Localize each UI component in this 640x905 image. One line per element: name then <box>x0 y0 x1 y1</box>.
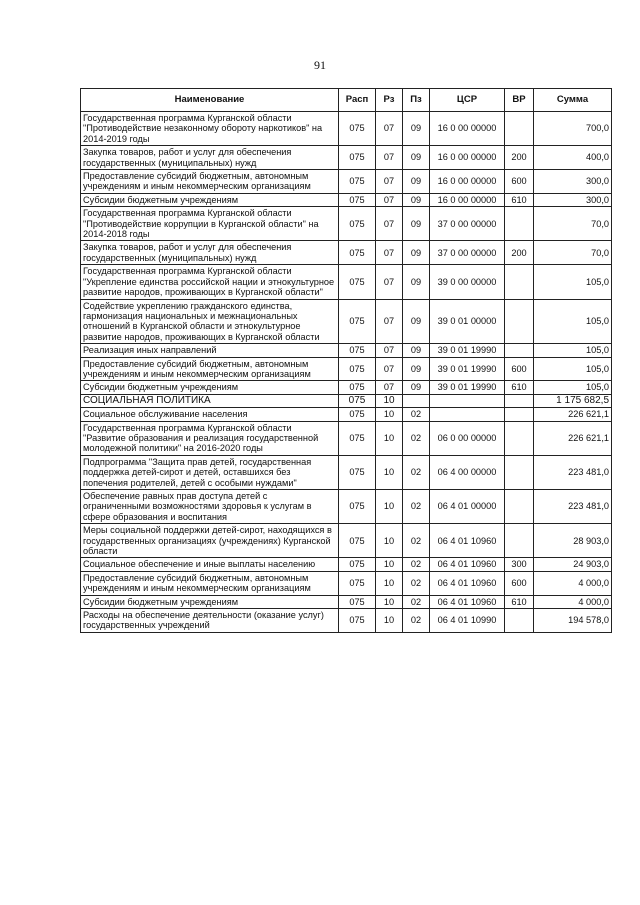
table-row <box>81 455 612 489</box>
row-csr-cell: 06 4 01 00000 <box>430 490 505 524</box>
row-pz-cell: 09 <box>403 146 430 170</box>
row-vr-cell: 200 <box>505 146 534 170</box>
row-vr-cell <box>505 207 534 241</box>
row-csr-cell: 16 0 00 00000 <box>430 170 505 194</box>
row-name-cell: Меры социальной поддержки детей-сирот, находящихся в государственных организациях (учреждениях) Курганской области <box>81 524 339 558</box>
table-row <box>81 193 612 206</box>
row-pz-cell: 02 <box>403 558 430 571</box>
row-name-cell: Субсидии бюджетным учреждениям <box>81 381 339 394</box>
row-sum-cell: 28 903,0 <box>534 524 612 558</box>
row-vr-cell: 600 <box>505 170 534 194</box>
row-sum-cell: 223 481,0 <box>534 455 612 489</box>
row-rasp-cell: 075 <box>339 408 376 421</box>
row-rz-cell: 07 <box>376 381 403 394</box>
header-rasp: Расп <box>339 89 376 112</box>
row-rasp-cell: 075 <box>339 394 376 407</box>
row-vr-cell: 200 <box>505 241 534 265</box>
row-rasp-cell: 075 <box>339 609 376 633</box>
row-sum-cell: 300,0 <box>534 170 612 194</box>
row-csr-cell <box>430 408 505 421</box>
row-name-cell: Предоставление субсидий бюджетным, автономным учреждениям и иным некоммерческим организациям <box>81 170 339 194</box>
table-row <box>81 571 612 595</box>
row-csr-cell: 06 4 00 00000 <box>430 455 505 489</box>
table-row <box>81 609 612 633</box>
row-name-cell: Субсидии бюджетным учреждениям <box>81 595 339 608</box>
table-row <box>81 344 612 357</box>
row-name-cell: Содействие укреплению гражданского единства, гармонизация национальных и межнациональных отношений в Курганской области и этнокультурное развитие народов, проживающих в Курганской области <box>81 299 339 344</box>
row-csr-cell: 39 0 01 00000 <box>430 299 505 344</box>
row-csr-cell: 06 4 01 10990 <box>430 609 505 633</box>
row-sum-cell: 70,0 <box>534 207 612 241</box>
row-name-cell: Государственная программа Курганской области "Противодействие незаконному обороту наркотиков" на 2014-2019 годы <box>81 112 339 146</box>
row-name-cell: Государственная программа Курганской области "Развитие образования и реализация государственной молодежной политики" на 2016-2020 годы <box>81 421 339 455</box>
row-rz-cell: 07 <box>376 207 403 241</box>
table-row <box>81 394 612 407</box>
row-csr-cell: 06 4 01 10960 <box>430 558 505 571</box>
row-sum-cell: 24 903,0 <box>534 558 612 571</box>
row-rz-cell: 10 <box>376 571 403 595</box>
row-rasp-cell: 075 <box>339 455 376 489</box>
row-rz-cell: 10 <box>376 524 403 558</box>
row-rasp-cell: 075 <box>339 571 376 595</box>
row-rz-cell: 07 <box>376 170 403 194</box>
row-rasp-cell: 075 <box>339 170 376 194</box>
row-name-cell: Государственная программа Курганской области "Укрепление единства российской нации и этнокультурное развитие народов, проживающих в Курганской области" <box>81 265 339 299</box>
row-rasp-cell: 075 <box>339 112 376 146</box>
row-rz-cell: 10 <box>376 558 403 571</box>
row-sum-cell: 4 000,0 <box>534 595 612 608</box>
row-rasp-cell: 075 <box>339 524 376 558</box>
row-vr-cell <box>505 490 534 524</box>
row-rasp-cell: 075 <box>339 146 376 170</box>
row-csr-cell: 16 0 00 00000 <box>430 146 505 170</box>
row-pz-cell: 09 <box>403 207 430 241</box>
row-rasp-cell: 075 <box>339 265 376 299</box>
row-rasp-cell: 075 <box>339 558 376 571</box>
row-vr-cell <box>505 455 534 489</box>
row-sum-cell: 105,0 <box>534 265 612 299</box>
row-rasp-cell: 075 <box>339 381 376 394</box>
row-sum-cell: 300,0 <box>534 193 612 206</box>
row-csr-cell: 16 0 00 00000 <box>430 193 505 206</box>
row-name-cell: Социальное обеспечение и иные выплаты населению <box>81 558 339 571</box>
row-pz-cell: 09 <box>403 265 430 299</box>
table-row <box>81 421 612 455</box>
table-row <box>81 408 612 421</box>
row-name-cell: СОЦИАЛЬНАЯ ПОЛИТИКА <box>81 394 339 407</box>
row-name-cell: Подпрограмма "Защита прав детей, государственная поддержка детей-сирот и детей, оставшихся без попечения родителей, детей с особыми нуждами" <box>81 455 339 489</box>
row-rz-cell: 07 <box>376 193 403 206</box>
row-vr-cell <box>505 265 534 299</box>
row-sum-cell: 70,0 <box>534 241 612 265</box>
row-pz-cell: 02 <box>403 408 430 421</box>
page-number: 91 <box>314 58 326 72</box>
row-pz-cell: 09 <box>403 112 430 146</box>
row-rz-cell: 10 <box>376 394 403 407</box>
table-row <box>81 146 612 170</box>
row-rz-cell: 10 <box>376 408 403 421</box>
table-row <box>81 265 612 299</box>
row-vr-cell: 610 <box>505 595 534 608</box>
row-pz-cell: 02 <box>403 421 430 455</box>
row-sum-cell: 226 621,1 <box>534 408 612 421</box>
row-csr-cell: 16 0 00 00000 <box>430 112 505 146</box>
row-name-cell: Предоставление субсидий бюджетным, автономным учреждениям и иным некоммерческим организациям <box>81 357 339 381</box>
row-rasp-cell: 075 <box>339 357 376 381</box>
table-row <box>81 357 612 381</box>
row-name-cell: Реализация иных направлений <box>81 344 339 357</box>
row-name-cell: Расходы на обеспечение деятельности (оказание услуг) государственных учреждений <box>81 609 339 633</box>
row-rasp-cell: 075 <box>339 595 376 608</box>
row-sum-cell: 105,0 <box>534 344 612 357</box>
row-rz-cell: 07 <box>376 299 403 344</box>
table-row <box>81 241 612 265</box>
row-pz-cell: 09 <box>403 381 430 394</box>
budget-table <box>80 88 612 633</box>
row-vr-cell: 600 <box>505 357 534 381</box>
row-vr-cell <box>505 408 534 421</box>
header-csr: ЦСР <box>430 89 505 112</box>
row-sum-cell: 223 481,0 <box>534 490 612 524</box>
table-row <box>81 595 612 608</box>
header-pz: Пз <box>403 89 430 112</box>
table-row <box>81 490 612 524</box>
row-rz-cell: 07 <box>376 344 403 357</box>
row-pz-cell: 09 <box>403 193 430 206</box>
row-rz-cell: 10 <box>376 609 403 633</box>
table-row <box>81 299 612 344</box>
row-name-cell: Социальное обслуживание населения <box>81 408 339 421</box>
row-pz-cell: 09 <box>403 344 430 357</box>
row-name-cell: Предоставление субсидий бюджетным, автономным учреждениям и иным некоммерческим организациям <box>81 571 339 595</box>
row-vr-cell <box>505 112 534 146</box>
row-rz-cell: 07 <box>376 112 403 146</box>
table-row <box>81 381 612 394</box>
row-name-cell: Закупка товаров, работ и услуг для обеспечения государственных (муниципальных) нужд <box>81 241 339 265</box>
row-rasp-cell: 075 <box>339 490 376 524</box>
row-vr-cell: 600 <box>505 571 534 595</box>
row-csr-cell: 06 4 01 10960 <box>430 524 505 558</box>
table-row <box>81 207 612 241</box>
table-row <box>81 170 612 194</box>
row-sum-cell: 700,0 <box>534 112 612 146</box>
row-pz-cell: 09 <box>403 241 430 265</box>
row-rz-cell: 07 <box>376 146 403 170</box>
row-name-cell: Государственная программа Курганской области "Противодействие коррупции в Курганской области" на 2014-2018 годы <box>81 207 339 241</box>
row-csr-cell: 37 0 00 00000 <box>430 207 505 241</box>
header-name: Наименование <box>81 89 339 112</box>
row-pz-cell: 09 <box>403 299 430 344</box>
row-rasp-cell: 075 <box>339 207 376 241</box>
row-rz-cell: 10 <box>376 595 403 608</box>
row-rz-cell: 10 <box>376 490 403 524</box>
row-pz-cell: 02 <box>403 595 430 608</box>
row-name-cell: Субсидии бюджетным учреждениям <box>81 193 339 206</box>
row-pz-cell: 09 <box>403 170 430 194</box>
row-rasp-cell: 075 <box>339 193 376 206</box>
row-pz-cell: 02 <box>403 609 430 633</box>
row-vr-cell <box>505 609 534 633</box>
row-rz-cell: 10 <box>376 455 403 489</box>
row-sum-cell: 1 175 682,5 <box>534 394 612 407</box>
row-csr-cell: 39 0 00 00000 <box>430 265 505 299</box>
row-rz-cell: 07 <box>376 357 403 381</box>
row-name-cell: Обеспечение равных прав доступа детей с ограниченными возможностями здоровья к услугам в сфере образования и воспитания <box>81 490 339 524</box>
row-csr-cell: 39 0 01 19990 <box>430 357 505 381</box>
row-csr-cell <box>430 394 505 407</box>
row-rasp-cell: 075 <box>339 241 376 265</box>
row-csr-cell: 39 0 01 19990 <box>430 344 505 357</box>
row-vr-cell <box>505 421 534 455</box>
row-vr-cell <box>505 394 534 407</box>
row-sum-cell: 105,0 <box>534 381 612 394</box>
row-csr-cell: 06 4 01 10960 <box>430 571 505 595</box>
row-sum-cell: 194 578,0 <box>534 609 612 633</box>
row-rasp-cell: 075 <box>339 421 376 455</box>
row-pz-cell: 02 <box>403 571 430 595</box>
row-rz-cell: 07 <box>376 241 403 265</box>
row-rasp-cell: 075 <box>339 299 376 344</box>
row-csr-cell: 39 0 01 19990 <box>430 381 505 394</box>
row-csr-cell: 06 4 01 10960 <box>430 595 505 608</box>
table-row <box>81 558 612 571</box>
row-vr-cell <box>505 524 534 558</box>
row-vr-cell: 300 <box>505 558 534 571</box>
row-sum-cell: 226 621,1 <box>534 421 612 455</box>
header-sum: Сумма <box>534 89 612 112</box>
table-row <box>81 524 612 558</box>
row-vr-cell <box>505 344 534 357</box>
table-row <box>81 112 612 146</box>
row-pz-cell <box>403 394 430 407</box>
row-sum-cell: 105,0 <box>534 357 612 381</box>
row-rz-cell: 07 <box>376 265 403 299</box>
row-sum-cell: 4 000,0 <box>534 571 612 595</box>
row-pz-cell: 02 <box>403 455 430 489</box>
row-vr-cell: 610 <box>505 381 534 394</box>
row-pz-cell: 02 <box>403 524 430 558</box>
row-vr-cell: 610 <box>505 193 534 206</box>
row-vr-cell <box>505 299 534 344</box>
header-rz: Рз <box>376 89 403 112</box>
row-sum-cell: 105,0 <box>534 299 612 344</box>
row-pz-cell: 02 <box>403 490 430 524</box>
header-row <box>81 89 612 112</box>
row-rasp-cell: 075 <box>339 344 376 357</box>
header-vr: ВР <box>505 89 534 112</box>
row-sum-cell: 400,0 <box>534 146 612 170</box>
row-rz-cell: 10 <box>376 421 403 455</box>
row-csr-cell: 06 0 00 00000 <box>430 421 505 455</box>
row-csr-cell: 37 0 00 00000 <box>430 241 505 265</box>
row-name-cell: Закупка товаров, работ и услуг для обеспечения государственных (муниципальных) нужд <box>81 146 339 170</box>
row-pz-cell: 09 <box>403 357 430 381</box>
